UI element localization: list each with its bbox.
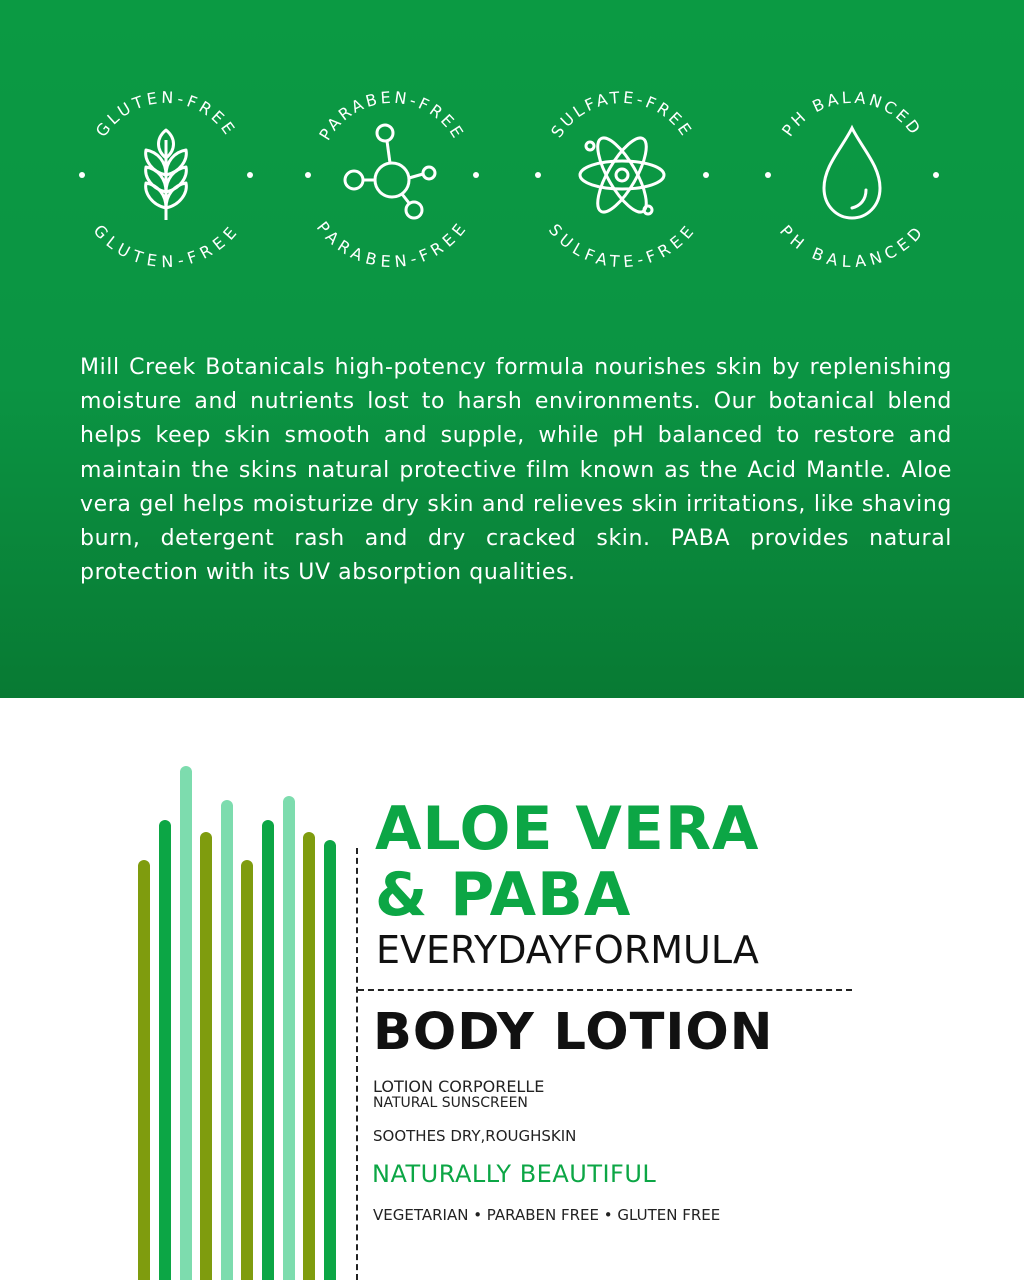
product-type: BODY LOTION (373, 1003, 774, 1062)
natural-sunscreen-text: NATURAL SUNSCREEN (373, 1095, 528, 1111)
attributes-text: VEGETARIAN • PARABEN FREE • GLUTEN FREE (373, 1206, 721, 1224)
badge-bottom-text: GLUTEN-FREE (89, 220, 243, 270)
decorative-stripes (0, 700, 360, 1280)
wheat-icon (146, 130, 187, 220)
lotion-corporelle-text: LOTION CORPORELLE (373, 1077, 545, 1096)
paraben-free-badge (302, 80, 482, 270)
title-line-2: & PABA (375, 860, 632, 930)
product-description: Mill Creek Botanicals high-potency formula nourishes skin by replenishing moisture and nutrients lost to harsh environments. Our botanical blend helps keep skin smooth and supple, while pH balanced to restore and maintain the skins natural protective film known as the Acid Mantle. Aloe vera gel helps moisturize dry skin and relieves skin irritations, like shaving burn, detergent rash and dry cracked skin. PABA provides natural protection with its UV absorption qualities. (80, 355, 952, 586)
sulfate-free-badge (532, 80, 712, 270)
svg-text:GLUTEN-FREE (90, 221, 243, 270)
badge-bottom-text: PARABEN-FREE (312, 217, 472, 270)
ph-balanced-badge (762, 80, 942, 270)
product-title (375, 796, 759, 928)
badge-bottom-text: SULFATE-FREE (544, 220, 700, 270)
svg-text:SULFATE-FREE (545, 220, 699, 270)
dashed-divider-vertical (356, 848, 358, 1280)
dashed-divider-horizontal (358, 989, 852, 991)
title-line-1: ALOE VERA (375, 794, 760, 864)
naturally-beautiful-text: NATURALLY BEAUTIFUL (372, 1160, 657, 1188)
product-subtitle: EVERYDAYFORMULA (376, 928, 759, 972)
badge-top-text: PARABEN-FREE (315, 87, 469, 144)
gluten-free-badge (76, 80, 256, 270)
svg-text:SULFATE-FREE (547, 88, 697, 141)
svg-text:PH BALANCED (776, 221, 928, 270)
svg-text:PH BALANCED (778, 88, 926, 140)
molecule-icon (345, 125, 435, 218)
soothes-text: SOOTHES DRY,ROUGHSKIN (373, 1127, 577, 1145)
droplet-icon (824, 128, 880, 218)
atom-icon (580, 132, 664, 219)
svg-text:GLUTEN-FREE (92, 88, 241, 141)
badge-top-text: GLUTEN-FREE (91, 87, 241, 141)
badge-top-text: SULFATE-FREE (547, 87, 697, 142)
badge-top-text: PH BALANCED (778, 87, 926, 140)
svg-text:PARABEN-FREE (313, 218, 471, 270)
badge-bottom-text: PH BALANCED (776, 221, 928, 270)
